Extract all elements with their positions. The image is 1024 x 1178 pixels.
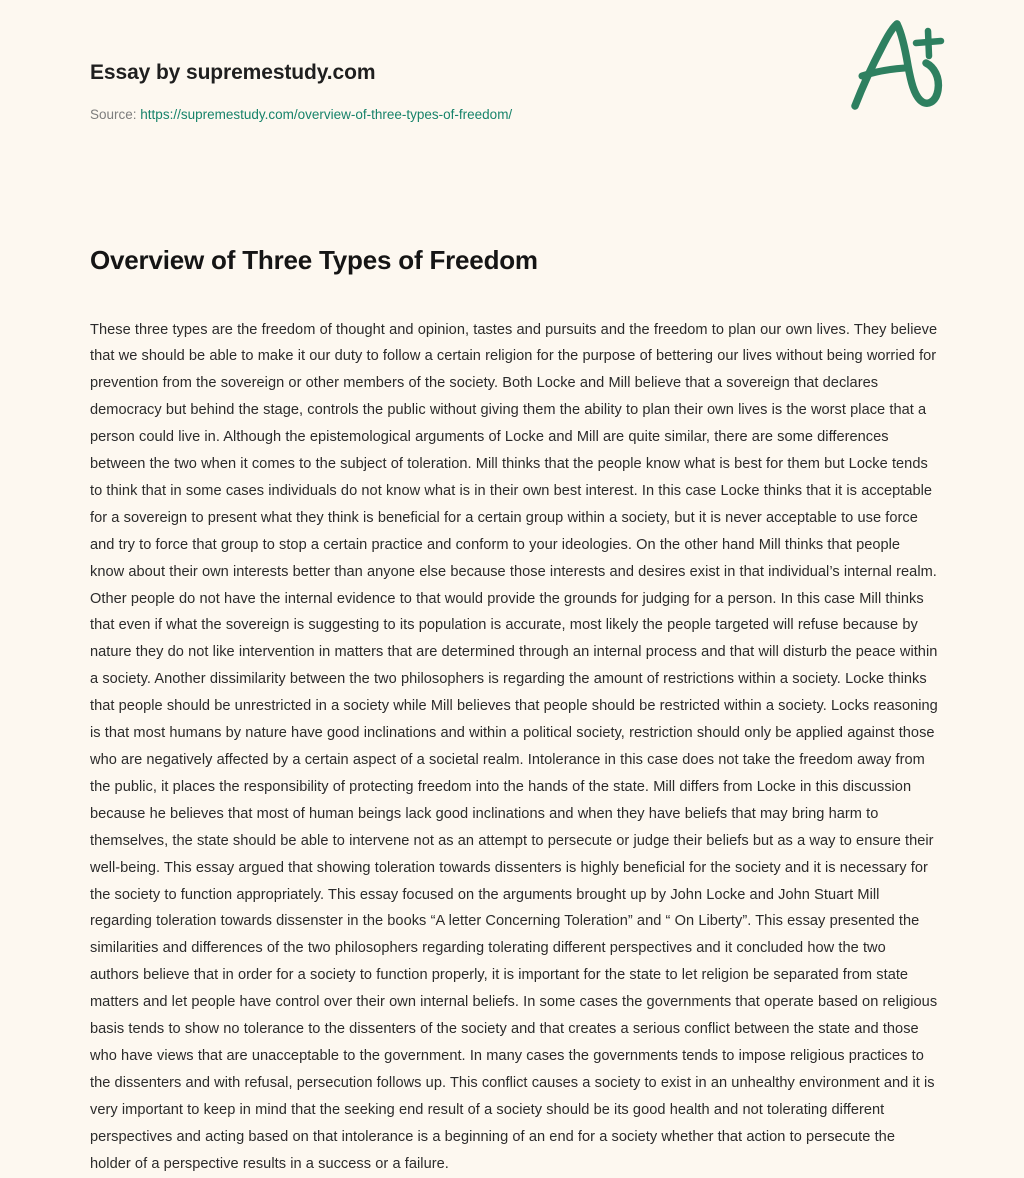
source-line bbox=[90, 106, 512, 124]
page-title: Overview of Three Types of Freedom bbox=[90, 245, 538, 275]
page-header bbox=[90, 60, 952, 180]
a-plus-logo-icon bbox=[842, 10, 952, 120]
article-paragraph: These three types are the freedom of thought and opinion, tastes and pursuits and the freedom to plan our own lives. They believe that we should be able to make it our duty to follow a certain religion for the purpose of bettering our lives without being worried for prevention from the sovereign or other members of the society. Both Locke and Mill believe that a sovereign that declares democracy but behind the stage, controls the public without giving them the ability to plan their own lives is the worst place that a person could live in. Although the epistemological arguments of Locke and Mill are quite similar, there are some differences between the two when it comes to the subject of toleration. Mill thinks that the people know what is best for them but Locke tends to think that in some cases individuals do not know what is in their own best interest. In this case Locke thinks that it is acceptable for a sovereign to present what they think is beneficial for a certain group within a society, but it is never acceptable to use force and try to force that group to stop a certain practice and conform to your ideologies. On the other hand Mill thinks that people know about their own interests better than anyone else because those interests and desires exist in that individual’s internal realm. Other people do not have the internal evidence to that would provide the grounds for judging for a person. In this case Mill thinks that even if what the sovereign is suggesting to its population is accurate, most likely the people targeted will refuse because by nature they do not like intervention in matters that are determined through an internal process and that will disturb the peace within a society. Another dissimilarity between the two philosophers is regarding the amount of restrictions within a society. Locke thinks that people should be unrestricted in a society while Mill believes that people should be restricted within a society. Locks reasoning is that most humans by nature have good inclinations and within a political society, restriction should only be applied against those who are negatively affected by a certain aspect of a societal realm. Intolerance in this case does not take the freedom away from the public, it places the responsibility of protecting freedom into the hands of the state. Mill differs from Locke in this discussion because he believes that most of human beings lack good inclinations and when they have beliefs that may bring harm to themselves, the state should be able to intervene not as an attempt to persecute or judge their beliefs but as a way to ensure their well-being. This essay argued that showing toleration towards dissenters is highly beneficial for the society and it is necessary for the society to function appropriately. This essay focused on the arguments brought up by John Locke and John Stuart Mill regarding toleration towards dissenster in the books “A letter Concerning Toleration” and “ On Liberty”. This essay presented the similarities and differences of the two philosophers regarding tolerating different perspectives and it concluded how the two authors believe that in order for a society to function properly, it is important for the state to let religion be separated from state matters and let people have control over their own internal beliefs. In some cases the governments that operate based on religious basis tends to show no tolerance to the dissenters of the society and that creates a serious conflict between the state and those who have views that are unacceptable to the government. In many cases the governments tends to impose religious practices to the dissenters and with refusal, persecution follows up. This conflict causes a society to exist in an unhealthy environment and it is very important to keep in mind that the seeking end result of a society should be its good health and not tolerating different perspectives and acting based on that intolerance is a beginning of an end for a society whether that action to persecute the holder of a perspective results in a success or a failure. bbox=[90, 321, 938, 1172]
source-url-link[interactable]: https://supremestudy.com/overview-of-three-types-of-freedom/ bbox=[140, 107, 513, 123]
article bbox=[90, 244, 938, 1178]
source-label: Source: bbox=[90, 107, 137, 123]
a-plus-logo-svg bbox=[842, 10, 952, 120]
brand-title: Essay by supremestudy.com bbox=[90, 61, 376, 84]
article-body bbox=[90, 317, 938, 1178]
header-text-block bbox=[90, 60, 512, 124]
